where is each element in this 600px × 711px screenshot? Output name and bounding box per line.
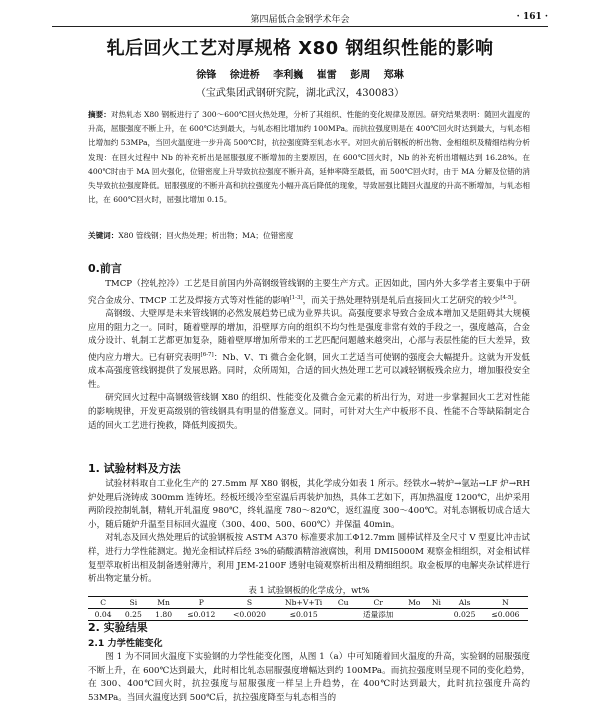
- abstract-text: 对热轧态 X80 钢板进行了 300～600℃回火热处理，分析了其组织、性能的变化规律及原因。研究结果表明：随回火温度的升高，屈服强度不断上升，在 600℃达到最大，与轧态相比增加约 100MPa。而抗拉强度则是在 400℃回火时达到最大，与轧态相比增加约 53MPa，当回火温度进一步升高 500℃时，抗拉强度降至轧态水平。对回火前后钢板的析出物、金相组织及精细结构分析发现：在回火过程中 Nb 的补充析出是屈服强度不断增加的主要原因，在 600℃回火时，Nb 的补充析出增幅达到 16.28%。在 400℃时由于 MA 回火强化，位错密度上升导致抗拉强度不断升高，延伸率降至最低，而 500℃回火时，由于 MA 分解及位错的消失导致抗拉强度降低。屈服强度的不断升高和抗拉强度先小幅升高后降低的现象，导致屈强比随回火温度的升高不断增加，与轧态相比，在 600℃回火时，屈强比增加 0.15。: [88, 110, 530, 205]
- paragraph: 研究回火过程中高钢级管线钢 X80 的组织、性能变化及微合金元素的析出行为，对进一步掌握回火工艺对性能的影响规律，开发更高级别的管线钢具有明显的借鉴意义。同时，可针对大生产中板形不良、性能不合等缺陷制定合适的回火工艺进行挽救，降低判废损失。: [88, 393, 530, 431]
- table-header-cell: N: [502, 598, 509, 607]
- table-cell: 0.025: [453, 610, 476, 619]
- table-header-cell: Als: [458, 598, 471, 607]
- table-cell: [402, 609, 426, 621]
- subsection-heading-mechanical: 2.1 力学性能变化: [88, 638, 163, 649]
- author: 李利巍: [273, 70, 304, 81]
- results-body: [88, 651, 530, 705]
- running-header: [52, 10, 548, 27]
- author-list: [52, 66, 548, 81]
- table-caption: 表 1 试验钢板的化学成分，wt%: [248, 585, 370, 595]
- author: 郑琳: [383, 70, 404, 81]
- page-number: · 161 ·: [516, 12, 548, 22]
- author: 崔雷: [316, 70, 337, 81]
- table-cell: ≤0.006: [491, 610, 520, 619]
- table-cell: [332, 609, 354, 621]
- section-heading-results: 2. 实验结果: [88, 621, 148, 634]
- paragraph: TMCP（控轧控冷）工艺是目前国内外高钢级管线钢的主要生产方式。正因如此，国内外大多学者主要集中于研究合金成分、TMCP 工艺及焊接方式等对性能的影响[1-3]，而关于热处理特别是轧后直接回火工艺研究的较少[4-5]。: [88, 279, 530, 306]
- table-header-row: [88, 597, 528, 609]
- intro-body: [88, 278, 530, 433]
- table-header-cell: C: [100, 598, 107, 607]
- journal-name: 第四届低合金钢学术年会: [250, 15, 350, 25]
- keywords-text: X80 管线钢；回火热处理；析出物；MA；位错密度: [118, 231, 294, 240]
- citation: [4-5]: [500, 294, 514, 301]
- paper-title: 轧后回火工艺对厚规格 X80 钢组织性能的影响: [106, 38, 494, 59]
- table-cell: ≤0.015: [289, 610, 318, 619]
- table-header-cell: P: [198, 598, 204, 607]
- composition-table: [88, 596, 528, 621]
- table-header-cell: Nb+V+Ti: [285, 598, 323, 607]
- table-cell: 适量添加: [363, 610, 394, 619]
- table-cell: [426, 609, 446, 621]
- abstract: [88, 108, 530, 207]
- table-header-cell: Si: [129, 598, 138, 607]
- table-row: [88, 609, 528, 621]
- table-cell: 0.04: [94, 610, 112, 619]
- table-cell: ≤0.012: [187, 610, 216, 619]
- keywords: [88, 229, 530, 243]
- table-header-cell: Mn: [157, 598, 170, 607]
- table-header-cell: S: [246, 598, 253, 607]
- table-header-cell: Mo: [408, 598, 421, 607]
- citation: [6-7]: [200, 351, 214, 358]
- table-cell: 0.25: [124, 610, 142, 619]
- keywords-label: 关键词：: [88, 231, 119, 240]
- paragraph: 图 1 为不同回火温度下实验钢的力学性能变化图，从图 1（a）中可知随着回火温度的升高，实验钢的屈服强度不断上升，在 600℃达到最大，此时相比轧态屈服强度增幅达到约 100MPa。而抗拉强度则呈现不同的变化趋势，在 300、400℃回火时，抗拉强度与屈服强度一样呈上升趋势，在 400℃时达到最大，此时抗拉强度升高约 53MPa。当回火温度达到 500℃后，抗拉强度降至与轧态相当的: [88, 652, 530, 703]
- paragraph: 试验材料取自工业化生产的 27.5mm 厚 X80 钢板，其化学成分如表 1 所示。经铁水→转炉→氩站→LF 炉→RH 炉处理后浇铸成 300mm 连铸坯。经板坯缓冷至室温后再装炉加热，具体工艺如下，再加热温度 1200℃，出炉采用两阶段控制轧制，精轧开轧温度 980℃，终轧温度 780～820℃，返红温度 300～400℃。对轧态钢板切成合适大小，随后随炉升温至目标回火温度（300、400、500、600℃）并保温 40min。: [88, 479, 530, 530]
- table-header-cell: Ni: [431, 598, 441, 607]
- table-header-cell: Cr: [373, 598, 383, 607]
- affiliation: （宝武集团武钢研究院，湖北武汉，430083）: [195, 88, 405, 99]
- materials-body: [88, 478, 530, 587]
- table-cell: 1.80: [155, 610, 173, 619]
- abstract-label: 摘要：: [88, 110, 111, 119]
- section-heading-intro: 0.前言: [88, 262, 122, 275]
- table-header-cell: Cu: [337, 598, 349, 607]
- paragraph: 对轧态及回火热处理后的试验钢板按 ASTM A370 标准要求加工Φ12.7mm 圆棒试样及全尺寸 V 型夏比冲击试样，进行力学性能测定。抛光金相试样后经 3%的硝酸酒精溶液腐蚀，利用 DMI5000M 观察金相组织，对金相试样复型萃取析出相及制备透射薄片，利用 JEM-2100F 透射电镜观察析出相及精细组织。取金板厚的电解夹杂试样进行析出物定量分析。: [88, 533, 530, 585]
- citation: [1-3]: [289, 294, 303, 301]
- author: 彭周: [350, 70, 371, 81]
- table-cell: <0.0020: [232, 610, 266, 619]
- paragraph: 高钢级、大壁厚是未来管线钢的必然发展趋势已成为业界共识。高强度要求导致合金成本增加又是阻碍其大规模应用的阻力之一。同时，随着壁厚的增加，沿壁厚方向的组织不均匀性是强度非常有效的手段之一，强度越高，合金成分设计、轧制工艺都更加复杂，随着壁厚增加所带来的工艺匹配问题越来越突出，心部与表层性能的巨大差异，致使内应力增大。已有研究表明[6-7]：Nb、V、Ti 微合金化钢，回火工艺适当可使钢的强度会大幅提升。这就为开发低成本高强度管线钢提供了发展思路。同时，众所周知，合适的回火热处理工艺可以减轻钢板残余应力，增加服役安全性。: [88, 309, 530, 390]
- author: 徐锋: [196, 70, 217, 81]
- section-heading-materials: 1. 试验材料及方法: [88, 462, 181, 475]
- author: 徐进桥: [229, 70, 260, 81]
